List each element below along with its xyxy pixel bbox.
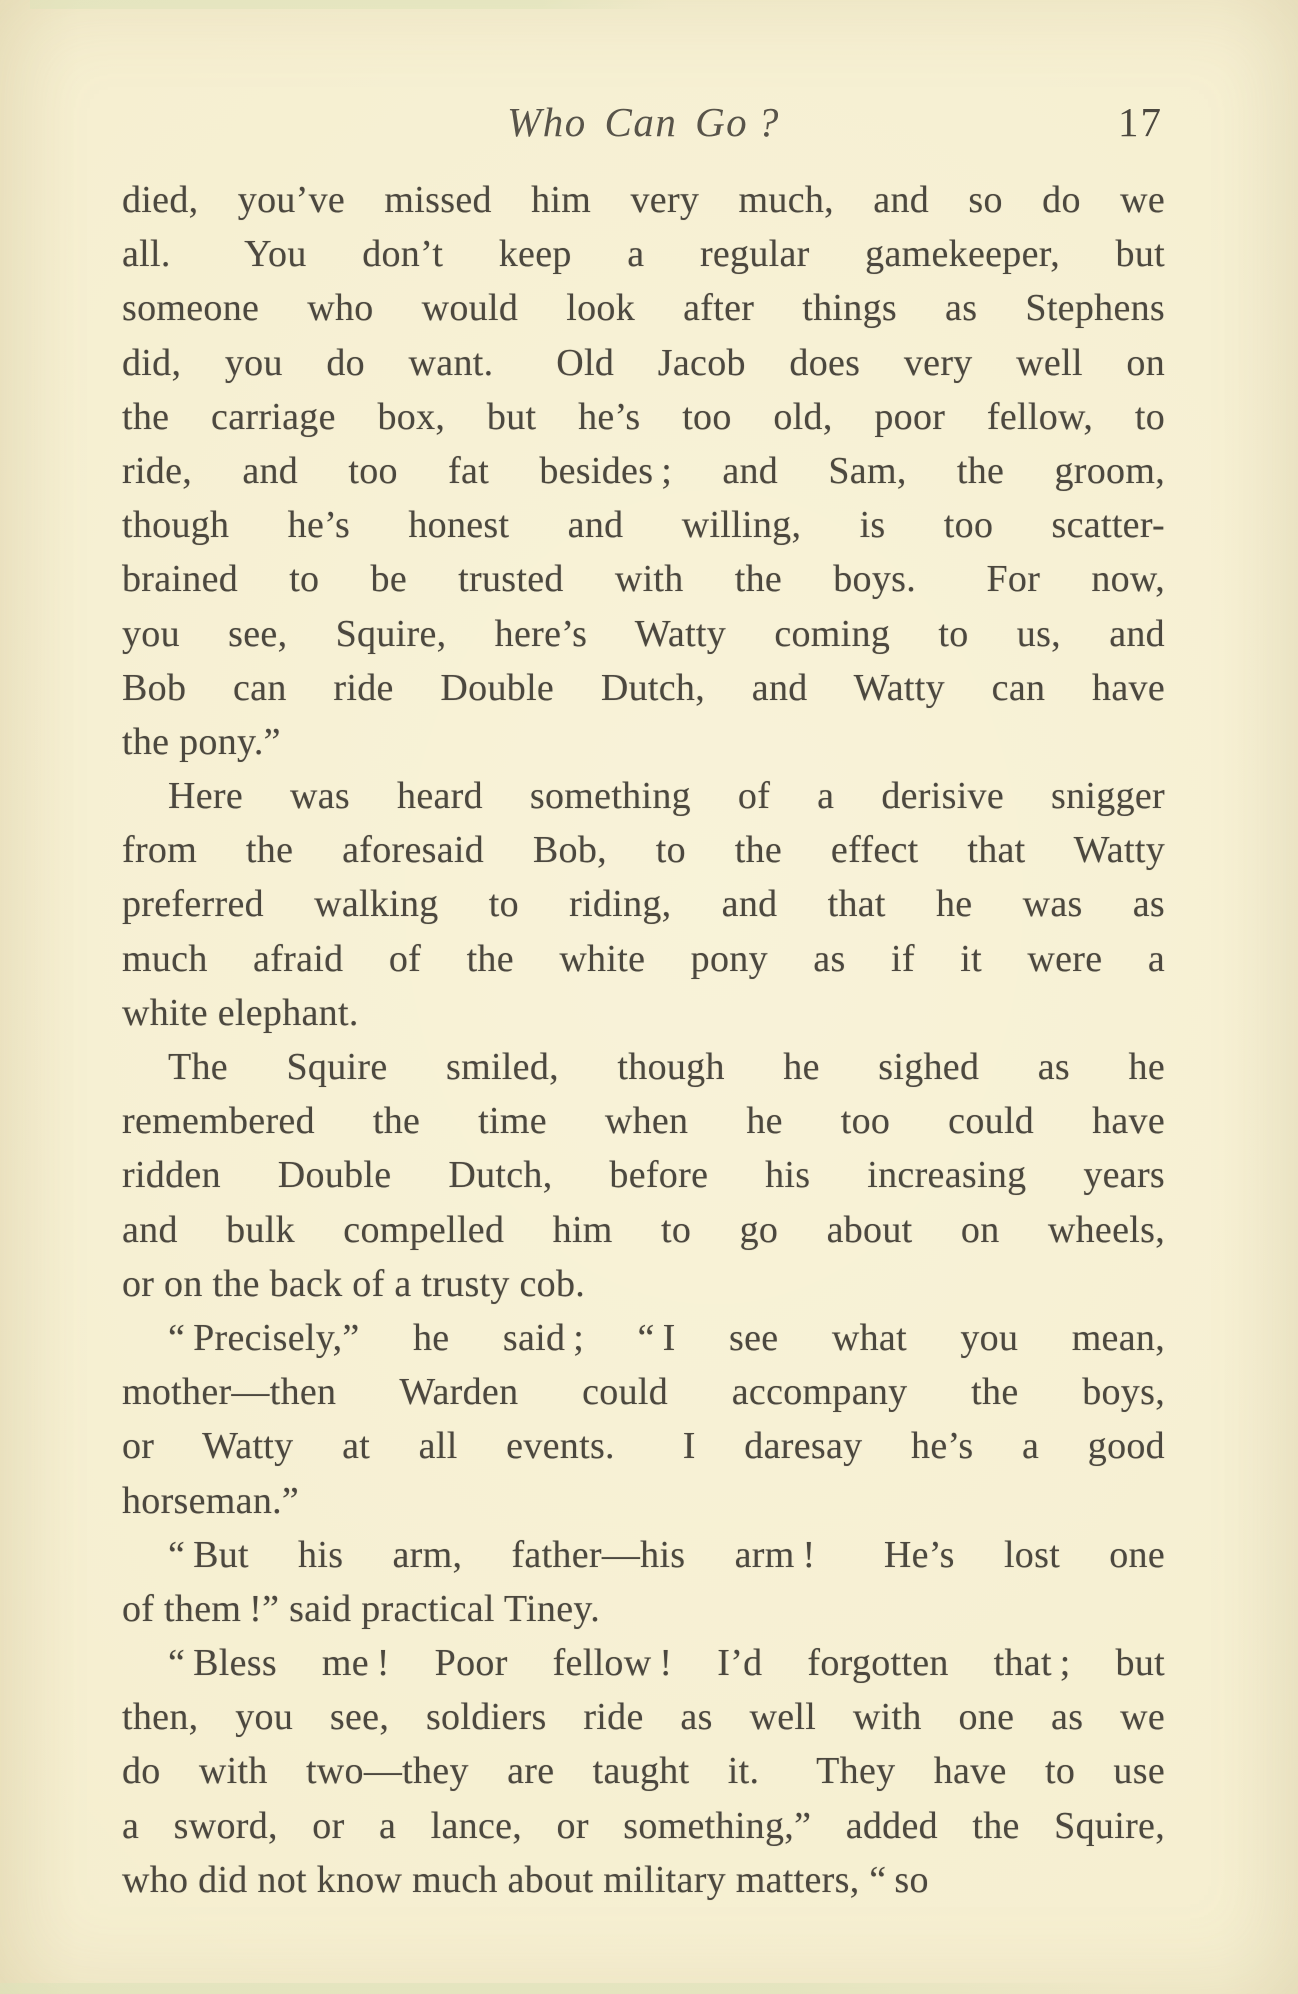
text-line: white elephant. [122, 991, 359, 1034]
paragraph-2 [122, 774, 1165, 1045]
text-line: of them !” said practical Tiney. [122, 1587, 601, 1630]
running-header-title: Who Can Go ? [507, 99, 780, 145]
text-line: the pony.” [122, 720, 281, 763]
text-line: ridden Double Dutch, before his increasing years [122, 1154, 1165, 1197]
text-line: or Watty at all events. I daresay he’s a good [122, 1425, 1165, 1468]
paragraph-6 [122, 1641, 1165, 1912]
text-line: died, you’ve missed him very much, and so do we [122, 179, 1165, 221]
text-line: much afraid of the white pony as if it were a [122, 937, 1165, 980]
running-header [122, 98, 1165, 154]
text-line: and bulk compelled him to go about on wheels, [122, 1208, 1165, 1251]
text-line: preferred walking to riding, and that he was as [122, 883, 1165, 926]
text-line: a sword, or a lance, or something,” added the Squire, [122, 1804, 1165, 1847]
text-line: Bob can ride Double Dutch, and Watty can have [122, 666, 1165, 709]
text-line: from the aforesaid Bob, to the effect that Watty [122, 829, 1165, 872]
paragraph-5 [122, 1533, 1165, 1641]
text-line: ride, and too fat besides ; and Sam, the groom, [122, 449, 1165, 492]
paragraph-1 [122, 178, 1165, 774]
text-line: The Squire smiled, though he sighed as he [168, 1046, 1165, 1088]
paragraph-3 [122, 1045, 1165, 1316]
text-line: do with two—they are taught it. They have to use [122, 1750, 1165, 1793]
text-line: “ Bless me ! Poor fellow ! I’d forgotten that ; but [168, 1642, 1165, 1685]
text-line: or on the back of a trusty cob. [122, 1262, 586, 1305]
text-line: “ But his arm, father—his arm ! He’s lost one [168, 1533, 1165, 1576]
text-line: remembered the time when he too could have [122, 1100, 1165, 1143]
page-number: 17 [1118, 99, 1163, 145]
text-line: all. You don’t keep a regular gamekeeper, but [122, 233, 1165, 276]
text-line: then, you see, soldiers ride as well with one as we [122, 1696, 1165, 1739]
body-text [122, 178, 1165, 1912]
text-line: the carriage box, but he’s too old, poor fellow, to [122, 395, 1165, 438]
text-line: someone who would look after things as Stephens [122, 287, 1165, 330]
text-line: who did not know much about military matters, “ so [122, 1858, 929, 1901]
text-line: did, you do want. Old Jacob does very well on [122, 341, 1165, 384]
text-line: brained to be trusted with the boys. For now, [122, 558, 1165, 601]
text-line: Here was heard something of a derisive snigger [168, 775, 1165, 818]
text-line: mother—then Warden could accompany the boys, [122, 1371, 1165, 1414]
text-line: though he’s honest and willing, is too scatter- [122, 504, 1165, 547]
paragraph-4 [122, 1316, 1165, 1533]
scan-edge-artifact-top [30, 0, 670, 9]
scan-edge-artifact-bottom [0, 1983, 1130, 1994]
text-line: “ Precisely,” he said ; “ I see what you mean, [168, 1316, 1165, 1359]
text-line: horseman.” [122, 1479, 300, 1522]
text-line: you see, Squire, here’s Watty coming to us, and [122, 612, 1165, 655]
